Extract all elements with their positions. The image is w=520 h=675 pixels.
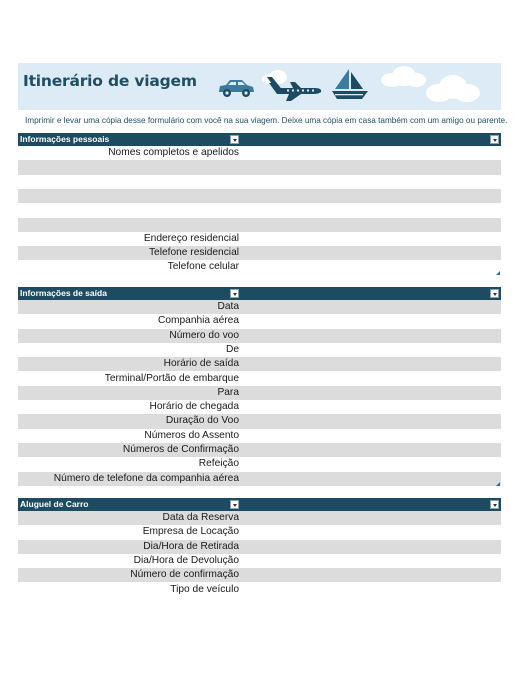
row-label: Tipo de veículo	[170, 583, 239, 595]
row-label: Horário de chegada	[149, 401, 239, 413]
table-row[interactable]	[18, 372, 501, 386]
table-row[interactable]	[18, 203, 501, 217]
dropdown-arrow-icon[interactable]	[490, 135, 499, 144]
title-banner	[18, 63, 501, 110]
table-row[interactable]	[18, 260, 501, 274]
row-label: Telefone residencial	[148, 247, 239, 259]
row-label: Nomes completos e apelidos	[108, 147, 239, 158]
row-label: Endereço residencial	[143, 232, 239, 244]
row-label: Números de Confirmação	[122, 444, 239, 455]
row-label: Refeição	[198, 458, 239, 470]
row-label: Data	[217, 301, 239, 312]
row-label: Data da Reserva	[162, 512, 239, 523]
table-row[interactable]	[18, 525, 501, 539]
dropdown-arrow-icon[interactable]	[490, 500, 499, 509]
sailboat-icon	[331, 67, 369, 101]
table-row[interactable]	[18, 457, 501, 471]
row-label: Para	[217, 386, 239, 398]
dropdown-arrow-icon[interactable]	[230, 500, 239, 509]
row-label: Duração do Voo	[165, 415, 239, 427]
table-row[interactable]	[18, 400, 501, 414]
table-row[interactable]	[18, 357, 501, 371]
table-row[interactable]	[18, 343, 501, 357]
table-row[interactable]	[18, 554, 501, 568]
page-title: Itinerário de viagem	[23, 72, 197, 90]
cloud-icon	[423, 73, 483, 105]
table-row[interactable]	[18, 472, 501, 486]
instructions-text: Imprimir e levar uma cópia desse formulário com você na sua viagem. Deixe uma cópia em casa também com um amigo ou parente.	[25, 116, 508, 125]
row-label: Empresa de Locação	[142, 526, 239, 538]
row-label: Número de confirmação	[130, 569, 239, 581]
dropdown-arrow-icon[interactable]	[230, 135, 239, 144]
table-row[interactable]	[18, 583, 501, 597]
row-label: Número do voo	[169, 329, 239, 341]
row-label: Companhia aérea	[158, 315, 239, 327]
airplane-icon	[265, 73, 323, 101]
table-row[interactable]	[18, 189, 501, 203]
row-label: Números do Assento	[144, 429, 239, 441]
table-row[interactable]	[18, 146, 501, 160]
table-row[interactable]	[18, 300, 501, 314]
table-resize-handle[interactable]	[496, 482, 500, 486]
row-label: Telefone celular	[167, 261, 239, 273]
row-label: Dia/Hora de Retirada	[143, 540, 239, 552]
table-row[interactable]	[18, 414, 501, 428]
row-label: Dia/Hora de Devolução	[133, 554, 239, 566]
table-row[interactable]	[18, 540, 501, 554]
car-rental-title: Aluguel de Carro	[20, 499, 89, 509]
car-rental-header	[18, 498, 501, 511]
row-label: De	[225, 343, 239, 355]
table-row[interactable]	[18, 386, 501, 400]
row-label: Número de telefone da companhia aérea	[53, 472, 239, 484]
table-row[interactable]	[18, 218, 501, 232]
cloud-icon	[378, 65, 428, 89]
table-row[interactable]	[18, 568, 501, 582]
row-label: Horário de saída	[163, 358, 239, 370]
table-row[interactable]	[18, 160, 501, 174]
car-icon	[216, 77, 256, 99]
table-row[interactable]	[18, 232, 501, 246]
departure-info-title: Informações de saída	[20, 288, 107, 298]
dropdown-arrow-icon[interactable]	[490, 289, 499, 298]
row-label: Terminal/Portão de embarque	[104, 372, 239, 384]
personal-info-title: Informações pessoais	[20, 134, 110, 144]
table-row[interactable]	[18, 511, 501, 525]
table-row[interactable]	[18, 175, 501, 189]
table-row[interactable]	[18, 443, 501, 457]
dropdown-arrow-icon[interactable]	[230, 289, 239, 298]
departure-info-header	[18, 287, 501, 300]
personal-info-header	[18, 133, 501, 146]
table-resize-handle[interactable]	[496, 271, 500, 275]
table-row[interactable]	[18, 314, 501, 328]
table-row[interactable]	[18, 429, 501, 443]
table-row[interactable]	[18, 329, 501, 343]
table-row[interactable]	[18, 246, 501, 260]
